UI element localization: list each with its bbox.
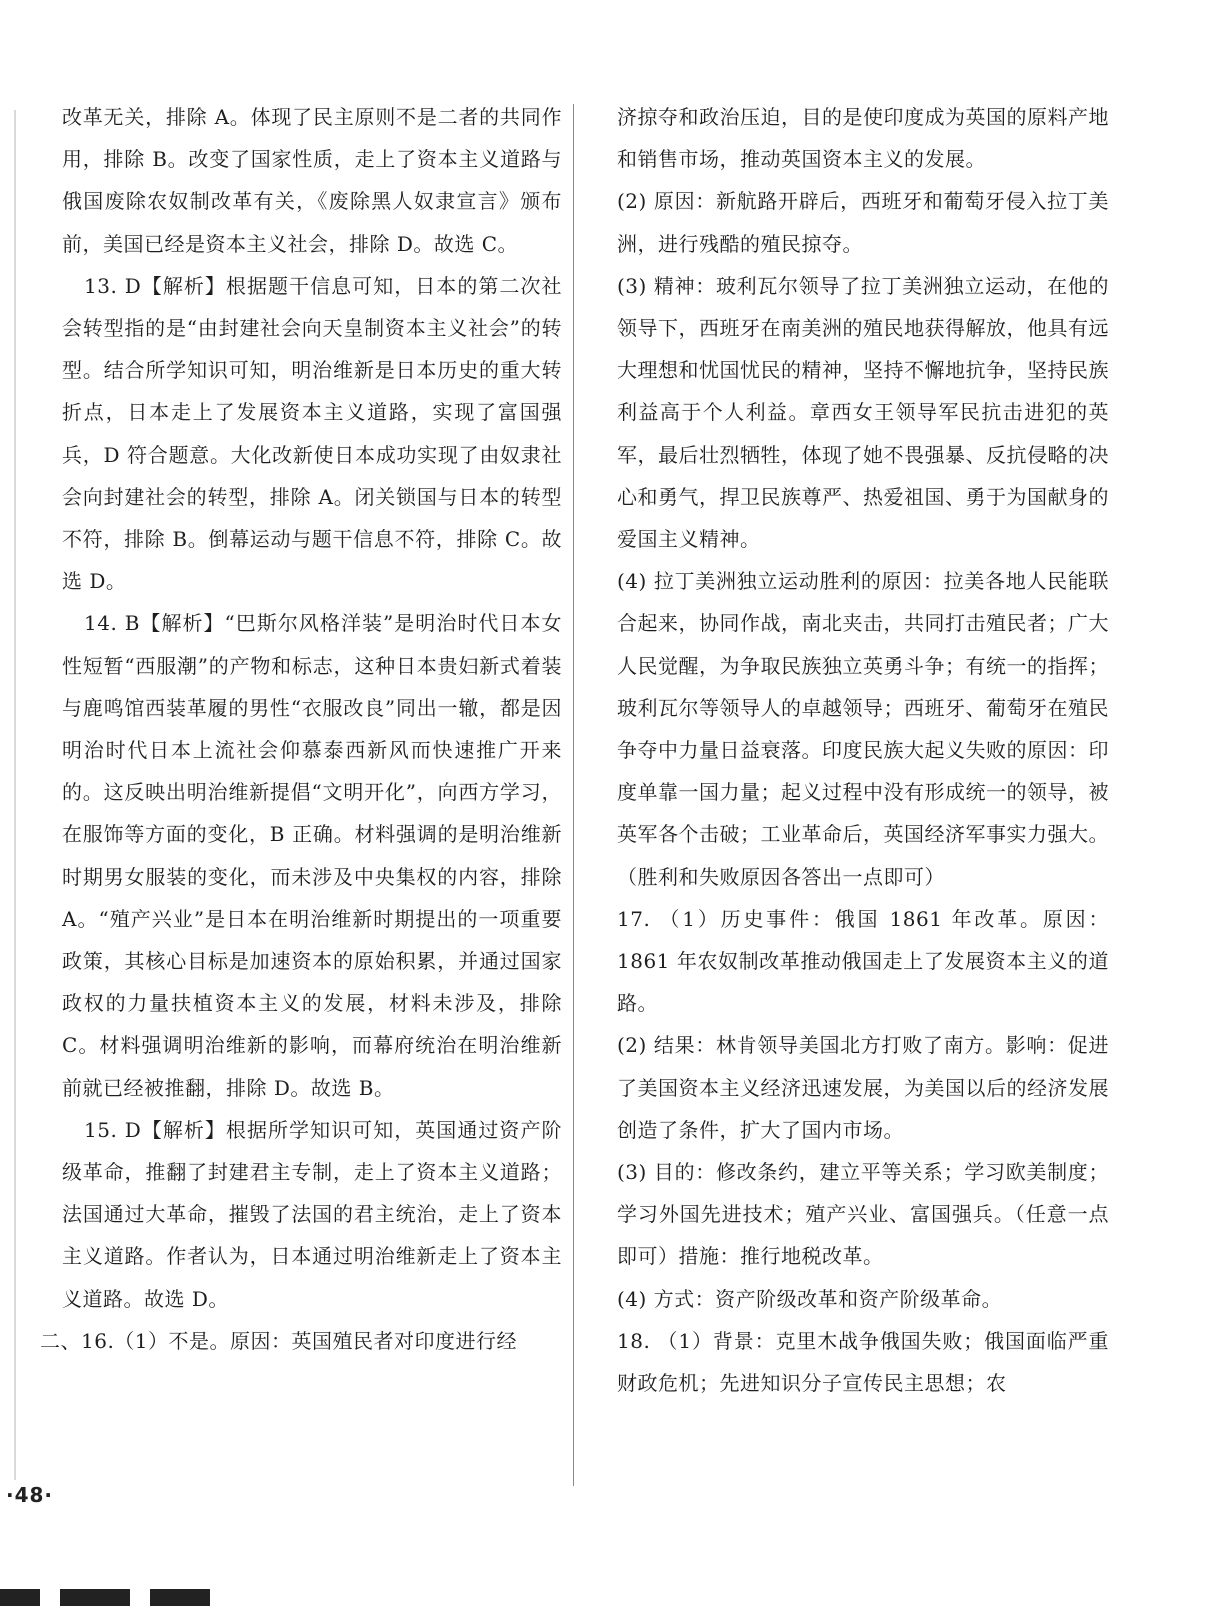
answer-17-part-1: 17. （1）历史事件：俄国 1861 年改革。原因：1861 年农奴制改革推动俄国走上了发展资本主义的道路。 [617, 906, 1109, 1016]
answer-16-start: 二、16.（1）不是。原因：英国殖民者对印度进行经 [40, 1328, 518, 1353]
left-column [40, 96, 562, 1362]
answer-16-part-3: (3) 精神：玻利瓦尔领导了拉丁美洲独立运动，在他的领导下，西班牙在南美洲的殖民地获得解放，他具有远大理想和忧国忧民的精神，坚持不懈地抗争，坚持民族利益高于个人利益。章西女王领导军民抗击进犯的英军，最后壮烈牺牲，体现了她不畏强暴、反抗侵略的决心和勇气，捍卫民族尊严、热爱祖国、勇于为国献身的爱国主义精神。 [617, 273, 1109, 552]
answer-18-part-1: 18. （1）背景：克里木战争俄国失败；俄国面临严重财政危机；先进知识分子宣传民主思想；农 [617, 1328, 1109, 1396]
right-column [617, 96, 1109, 1404]
page-edge-shadow [14, 110, 16, 1480]
answer-13: 13. D【解析】根据题干信息可知，日本的第二次社会转型指的是“由封建社会向天皇制资本主义社会”的转型。结合所学知识可知，明治维新是日本历史的重大转折点，日本走上了发展资本主义道路，实现了富国强兵，D 符合题意。大化改新使日本成功实现了由奴隶社会向封建社会的转型，排除 A。闭关锁国与日本的转型不符，排除 B。倒幕运动与题干信息不符，排除 C。故选 D。 [62, 273, 562, 594]
bottom-mark [150, 1589, 210, 1606]
column-divider [573, 104, 574, 1486]
left-paragraph-continuation: 改革无关，排除 A。体现了民主原则不是二者的共同作用，排除 B。改变了国家性质，走上了资本主义道路与俄国废除农奴制改革有关，《废除黑人奴隶宣言》颁布前，美国已经是资本主义社会，排除 D。故选 C。 [62, 105, 562, 256]
page-number: ·48· [6, 1483, 54, 1507]
bottom-mark [0, 1589, 40, 1606]
answer-16-continuation: 济掠夺和政治压迫，目的是使印度成为英国的原料产地和销售市场，推动英国资本主义的发展。 [617, 105, 1109, 172]
answer-15: 15. D【解析】根据所学知识可知，英国通过资产阶级革命，推翻了封建君主专制，走上了资本主义道路；法国通过大革命，摧毁了法国的君主统治，走上了资本主义道路。作者认为，日本通过明治维新走上了资本主义道路。故选 D。 [62, 1117, 562, 1311]
answer-17-part-2: (2) 结果：林肯领导美国北方打败了南方。影响：促进了美国资本主义经济迅速发展，为美国以后的经济发展创造了条件，扩大了国内市场。 [617, 1033, 1109, 1142]
bottom-edge-marks [0, 1585, 260, 1606]
answer-17-part-3: (3) 目的：修改条约，建立平等关系；学习欧美制度；学习外国先进技术；殖产兴业、富国强兵。（任意一点即可）措施：推行地税改革。 [617, 1160, 1109, 1269]
answer-16-part-4: (4) 拉丁美洲独立运动胜利的原因：拉美各地人民能联合起来，协同作战，南北夹击，共同打击殖民者；广大人民觉醒，为争取民族独立英勇斗争；有统一的指挥；玻利瓦尔等领导人的卓越领导；西班牙、葡萄牙在殖民争夺中力量日益衰落。印度民族大起义失败的原因：印度单靠一国力量；起义过程中没有形成统一的领导，被英军各个击破；工业革命后，英国经济军事实力强大。（胜利和失败原因各答出一点即可） [617, 569, 1109, 889]
answer-16-part-2: (2) 原因：新航路开辟后，西班牙和葡萄牙侵入拉丁美洲，进行残酷的殖民掠夺。 [617, 189, 1109, 256]
bottom-mark [60, 1589, 130, 1606]
answer-17-part-4: (4) 方式：资产阶级改革和资产阶级革命。 [617, 1286, 1003, 1311]
answer-14: 14. B【解析】“巴斯尔风格洋装”是明治时代日本女性短暂“西服潮”的产物和标志，这种日本贵妇新式着装与鹿鸣馆西装革履的男性“衣服改良”同出一辙，都是因明治时代日本上流社会仰慕泰西新风而快速推广开来的。这反映出明治维新提倡“文明开化”，向西方学习，在服饰等方面的变化，B 正确。材料强调的是明治维新时期男女服装的变化，而未涉及中央集权的内容，排除 A。“殖产兴业”是日本在明治维新时期提出的一项重要政策，其核心目标是加速资本的原始积累，并通过国家政权的力量扶植资本主义的发展，材料未涉及，排除 C。材料强调明治维新的影响，而幕府统治在明治维新前就已经被推翻，排除 D。故选 B。 [62, 611, 562, 1100]
